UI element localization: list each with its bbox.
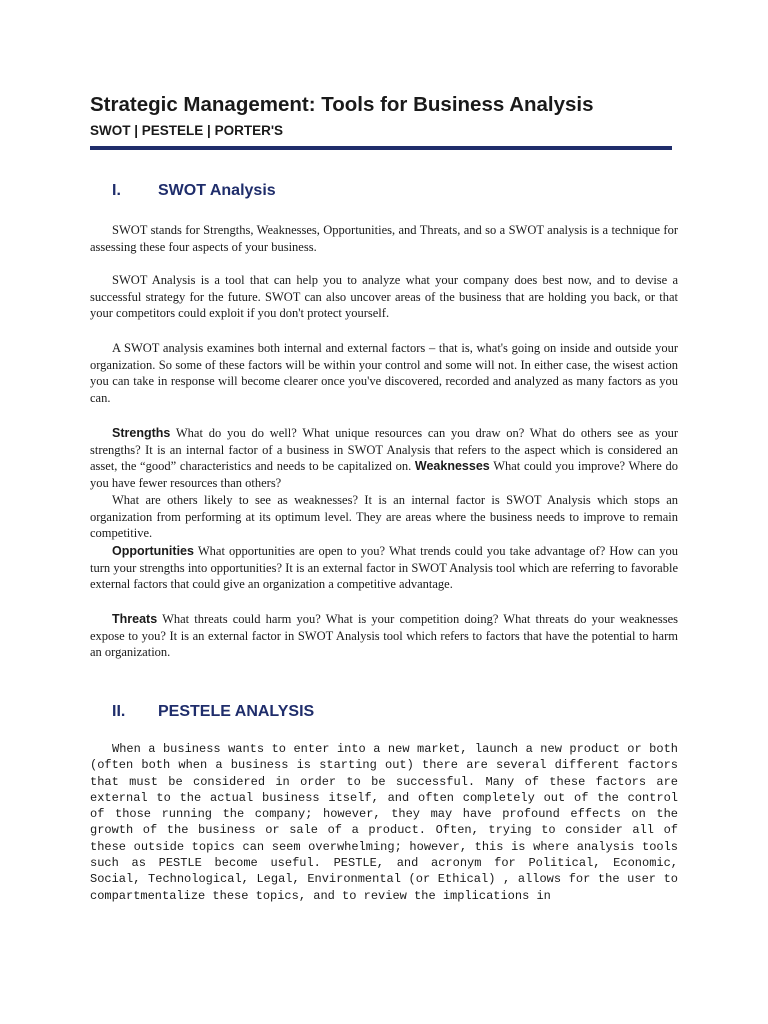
section-number: II. bbox=[112, 703, 126, 720]
swot-paragraph-3: A SWOT analysis examines both internal and external factors – that is, what's going on inside and outside your organization. So some of these factors will be within your control and some will not. In either case, the wisest action you can take in response will become clearer once you've discovered, recorded and analyzed as many factors as you can. bbox=[90, 341, 678, 405]
section-title: PESTELE ANALYSIS bbox=[158, 703, 315, 720]
pestele-paragraph-1: When a business wants to enter into a new market, launch a new product or both (often both when a business is starting out) there are several different factors that must be considered in order to be successful. Many of these factors are external to the actual business itself, and often completely out of the control of those running the company; however, they may have profound effects on the growth of the business or sale of a product. Often, trying to consider all of these outside topics can seem overwhelming; however, this is where analysis tools such as PESTLE become useful. PESTLE, and acronym for Political, Economic, Social, Technological, Legal, Environmental (or Ethical) , allows for the user to compartmentalize these topics, and to review the implications in bbox=[90, 742, 678, 903]
section-heading-swot bbox=[112, 182, 276, 200]
strengths-text: What do you do well? What unique resources can you draw on? What do others see as your strengths? It is an internal factor of a business in SWOT Analysis that refers to the aspect which is considered an asset, the “good” characteristics and needs to be capitalized on. bbox=[90, 426, 678, 473]
threats-label: Threats bbox=[112, 612, 158, 626]
threats-paragraph bbox=[90, 611, 678, 661]
weaknesses-label: Weaknesses bbox=[414, 459, 490, 473]
opportunities-text: What opportunities are open to you? What trends could you take advantage of? How can you turn your strengths into opportunities? It is an external factor in SWOT Analysis tool which are referring to favorable external factors that could give an organization a competitive advantage. bbox=[90, 544, 679, 591]
section-number: I. bbox=[112, 182, 121, 199]
title-divider bbox=[90, 146, 672, 150]
opportunities-paragraph bbox=[90, 543, 678, 593]
document-title: Strategic Management: Tools for Business Analysis bbox=[90, 93, 594, 116]
threats-text: What threats could harm you? What is your competition doing? What threats do your weaknesses expose to you? It is an external factor in SWOT Analysis tool which refers to factors that have the potential to harm an organization. bbox=[90, 612, 678, 659]
strengths-label: Strengths bbox=[112, 426, 171, 440]
strengths-paragraph bbox=[90, 425, 678, 491]
section-title: SWOT Analysis bbox=[158, 182, 276, 199]
section-heading-pestele bbox=[112, 703, 314, 721]
weaknesses-paragraph: What are others likely to see as weaknesses? It is an internal factor is SWOT Analysis which stops an organization from performing at its optimum level. They are areas where the business needs to improve to remain competitive. bbox=[90, 493, 678, 540]
swot-paragraph-1: SWOT stands for Strengths, Weaknesses, Opportunities, and Threats, and so a SWOT analysis is a technique for assessing these four aspects of your business. bbox=[90, 223, 678, 254]
swot-paragraph-2: SWOT Analysis is a tool that can help you to analyze what your company does best now, and to devise a successful strategy for the future. SWOT can also uncover areas of the business that are holding you back, or that your competitors could exploit if you don't protect yourself. bbox=[90, 273, 678, 320]
document-subtitle: SWOT | PESTELE | PORTER'S bbox=[90, 123, 284, 138]
weaknesses-text: What could you improve? Where do you have fewer resources than others? bbox=[90, 459, 678, 490]
opportunities-label: Opportunities bbox=[112, 544, 194, 558]
